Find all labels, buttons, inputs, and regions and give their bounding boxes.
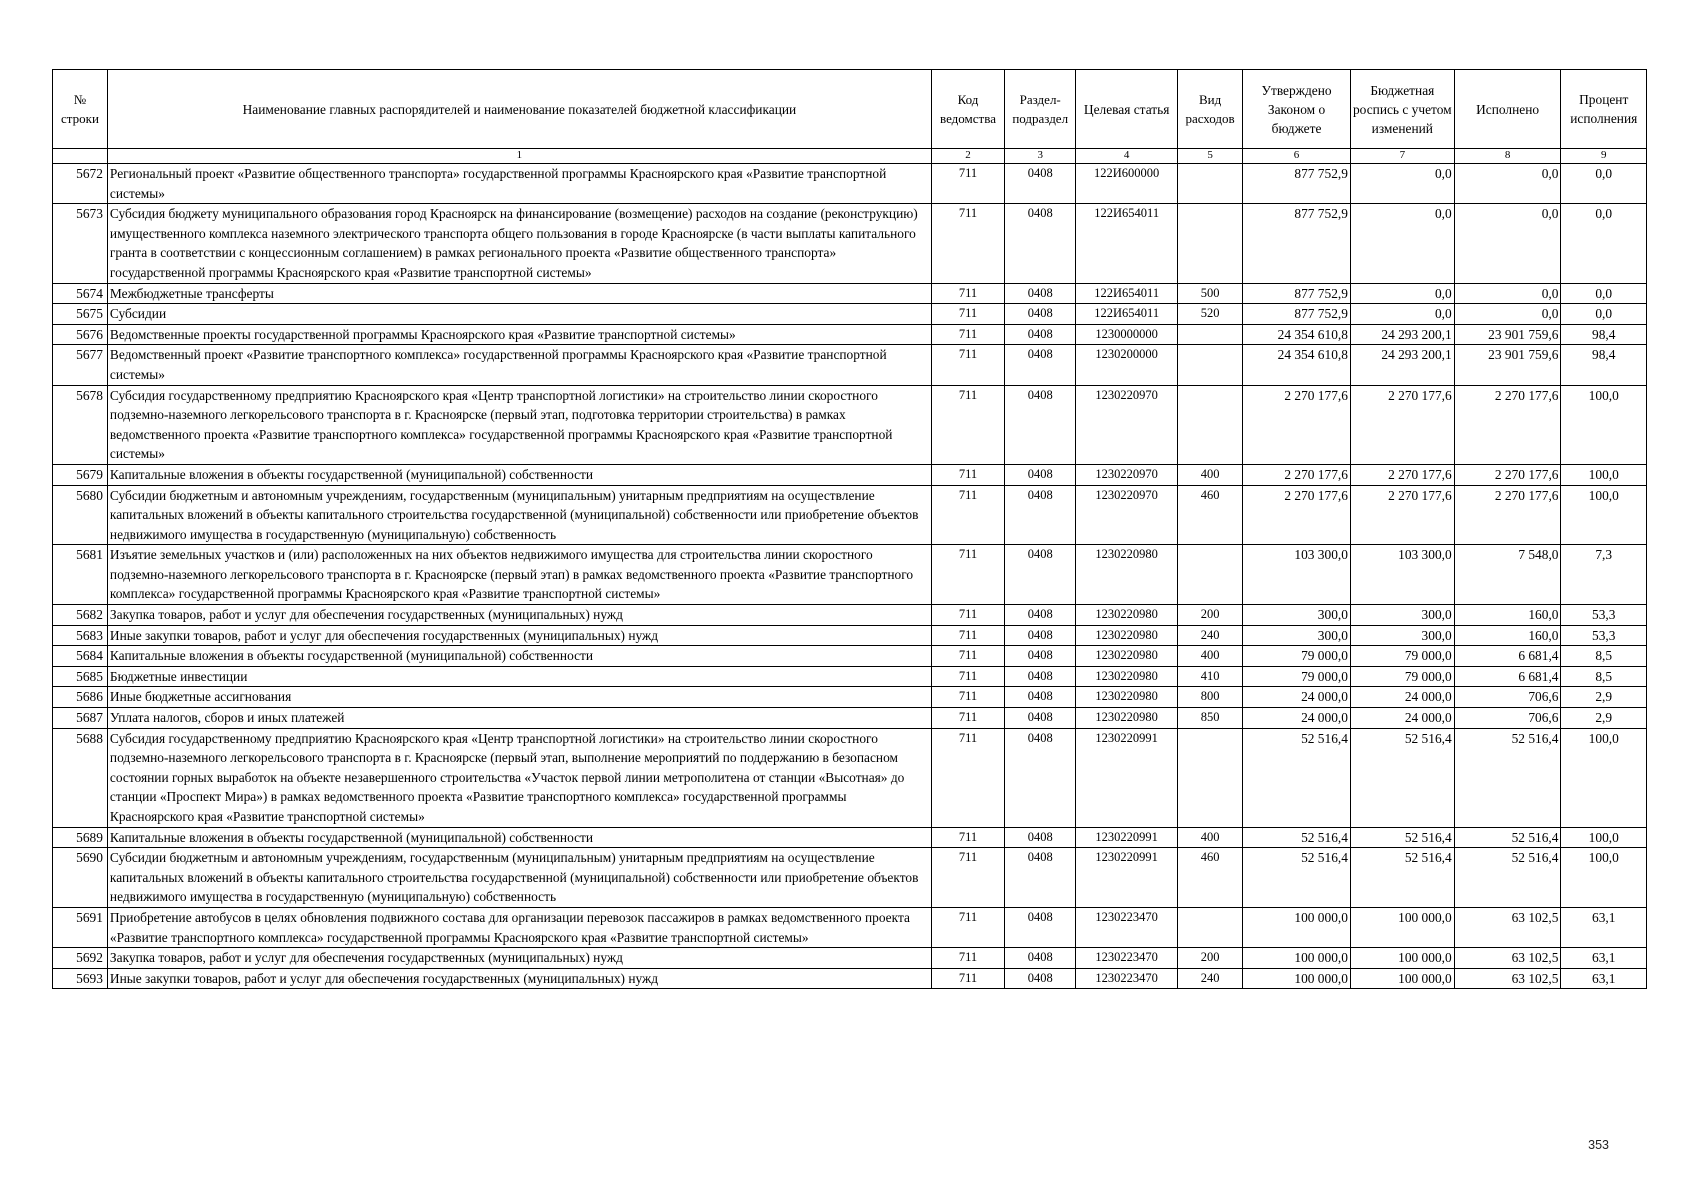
percent-cell: 100,0 — [1561, 848, 1647, 908]
schedule-amount-cell: 79 000,0 — [1350, 666, 1454, 687]
schedule-amount-cell: 52 516,4 — [1350, 848, 1454, 908]
expense-type-cell: 200 — [1178, 948, 1243, 969]
expense-type-cell: 500 — [1178, 283, 1243, 304]
expense-type-cell: 520 — [1178, 304, 1243, 325]
expense-type-cell — [1178, 204, 1243, 283]
row-name-cell: Субсидии бюджетным и автономным учреждениям, государственным (муниципальным) унитарным предприятиям на осуществление капитальных вложений в объекты капитального строительства государственной (муниципальной) собственности или приобретение объектов недвижимого имущества в государственную (муниципальную) собственность — [107, 485, 931, 545]
approved-amount-cell: 2 270 177,6 — [1243, 385, 1351, 464]
percent-cell: 0,0 — [1561, 204, 1647, 283]
table-row — [53, 625, 1647, 646]
expense-type-cell — [1178, 907, 1243, 947]
column-number-row — [53, 149, 1647, 164]
row-name-cell: Субсидия государственному предприятию Красноярского края «Центр транспортной логистики» на строительство линии скоростного подземно-наземного легкорельсового транспорта в г. Красноярске (первый этап, выполнение мероприятий по поддержанию в безопасном состоянии горных выработок на объекте незавершенного строительства «Участок первой линии метрополитена от станции «Высотная» до станции «Проспект Мира») в рамках ведомственного проекта «Развитие транспортного комплекса» государственной программы Красноярского края «Развитие транспортной системы» — [107, 728, 931, 827]
target-article-cell: 1230220980 — [1076, 687, 1178, 708]
budget-execution-table — [52, 69, 1647, 989]
row-name-cell: Межбюджетные трансферты — [107, 283, 931, 304]
target-article-cell: 1230220970 — [1076, 485, 1178, 545]
row-number-cell: 5691 — [53, 907, 108, 947]
row-number-cell: 5674 — [53, 283, 108, 304]
row-name-cell: Приобретение автобусов в целях обновления подвижного состава для организации перевозок пассажиров в рамках ведомственного проекта «Развитие транспортного комплекса» государственной программы Красноярского края «Развитие транспортной системы» — [107, 907, 931, 947]
row-number-cell: 5693 — [53, 968, 108, 989]
budget-report-page — [52, 69, 1647, 989]
percent-cell: 0,0 — [1561, 283, 1647, 304]
target-article-cell: 1230200000 — [1076, 345, 1178, 385]
percent-cell: 2,9 — [1561, 687, 1647, 708]
approved-amount-cell: 100 000,0 — [1243, 948, 1351, 969]
header-percent: Процент исполнения — [1561, 70, 1647, 149]
approved-amount-cell: 100 000,0 — [1243, 968, 1351, 989]
row-number-cell: 5688 — [53, 728, 108, 827]
executed-amount-cell: 52 516,4 — [1454, 848, 1561, 908]
table-row — [53, 464, 1647, 485]
row-name-cell: Иные бюджетные ассигнования — [107, 687, 931, 708]
target-article-cell: 122И600000 — [1076, 164, 1178, 204]
dept-code-cell: 711 — [931, 385, 1004, 464]
dept-code-cell: 711 — [931, 625, 1004, 646]
column-number: 2 — [931, 149, 1004, 164]
approved-amount-cell: 877 752,9 — [1243, 164, 1351, 204]
expense-type-cell: 240 — [1178, 625, 1243, 646]
executed-amount-cell: 63 102,5 — [1454, 907, 1561, 947]
schedule-amount-cell: 2 270 177,6 — [1350, 385, 1454, 464]
row-name-cell: Уплата налогов, сборов и иных платежей — [107, 708, 931, 729]
percent-cell: 100,0 — [1561, 485, 1647, 545]
target-article-cell: 1230223470 — [1076, 968, 1178, 989]
expense-type-cell: 850 — [1178, 708, 1243, 729]
executed-amount-cell: 7 548,0 — [1454, 545, 1561, 605]
expense-type-cell: 460 — [1178, 485, 1243, 545]
target-article-cell: 1230220980 — [1076, 646, 1178, 667]
percent-cell: 100,0 — [1561, 385, 1647, 464]
target-article-cell: 122И654011 — [1076, 304, 1178, 325]
dept-code-cell: 711 — [931, 948, 1004, 969]
row-number-cell: 5687 — [53, 708, 108, 729]
expense-type-cell — [1178, 164, 1243, 204]
approved-amount-cell: 103 300,0 — [1243, 545, 1351, 605]
schedule-amount-cell: 24 000,0 — [1350, 708, 1454, 729]
section-cell: 0408 — [1005, 464, 1076, 485]
target-article-cell: 122И654011 — [1076, 204, 1178, 283]
approved-amount-cell: 24 354 610,8 — [1243, 345, 1351, 385]
section-cell: 0408 — [1005, 324, 1076, 345]
schedule-amount-cell: 300,0 — [1350, 625, 1454, 646]
schedule-amount-cell: 52 516,4 — [1350, 827, 1454, 848]
dept-code-cell: 711 — [931, 545, 1004, 605]
row-number-cell: 5679 — [53, 464, 108, 485]
section-cell: 0408 — [1005, 345, 1076, 385]
dept-code-cell: 711 — [931, 485, 1004, 545]
column-number-1 — [53, 149, 108, 164]
column-number: 1 — [107, 149, 931, 164]
executed-amount-cell: 0,0 — [1454, 283, 1561, 304]
target-article-cell: 1230223470 — [1076, 948, 1178, 969]
schedule-amount-cell: 24 000,0 — [1350, 687, 1454, 708]
percent-cell: 63,1 — [1561, 907, 1647, 947]
executed-amount-cell: 52 516,4 — [1454, 827, 1561, 848]
schedule-amount-cell: 100 000,0 — [1350, 948, 1454, 969]
target-article-cell: 1230220991 — [1076, 848, 1178, 908]
column-number: 4 — [1076, 149, 1178, 164]
dept-code-cell: 711 — [931, 827, 1004, 848]
dept-code-cell: 711 — [931, 464, 1004, 485]
approved-amount-cell: 79 000,0 — [1243, 666, 1351, 687]
section-cell: 0408 — [1005, 907, 1076, 947]
row-name-cell: Иные закупки товаров, работ и услуг для обеспечения государственных (муниципальных) нужд — [107, 968, 931, 989]
section-cell: 0408 — [1005, 827, 1076, 848]
target-article-cell: 1230220980 — [1076, 625, 1178, 646]
schedule-amount-cell: 300,0 — [1350, 605, 1454, 626]
percent-cell: 7,3 — [1561, 545, 1647, 605]
percent-cell: 0,0 — [1561, 164, 1647, 204]
row-name-cell: Изъятие земельных участков и (или) расположенных на них объектов недвижимого имущества для строительства линии скоростного подземно-наземного легкорельсового транспорта в г. Красноярске (первый этап) в рамках ведомственного проекта «Развитие транспортного комплекса» государственной программы Красноярского края «Развитие транспортной системы» — [107, 545, 931, 605]
row-number-cell: 5684 — [53, 646, 108, 667]
table-row — [53, 545, 1647, 605]
table-row — [53, 848, 1647, 908]
row-number-cell: 5692 — [53, 948, 108, 969]
approved-amount-cell: 24 000,0 — [1243, 708, 1351, 729]
section-cell: 0408 — [1005, 485, 1076, 545]
approved-amount-cell: 79 000,0 — [1243, 646, 1351, 667]
expense-type-cell — [1178, 545, 1243, 605]
header-section: Раздел-подраздел — [1005, 70, 1076, 149]
column-number: 7 — [1350, 149, 1454, 164]
schedule-amount-cell: 2 270 177,6 — [1350, 464, 1454, 485]
column-number: 5 — [1178, 149, 1243, 164]
expense-type-cell — [1178, 345, 1243, 385]
section-cell: 0408 — [1005, 728, 1076, 827]
dept-code-cell: 711 — [931, 728, 1004, 827]
percent-cell: 98,4 — [1561, 324, 1647, 345]
approved-amount-cell: 2 270 177,6 — [1243, 485, 1351, 545]
approved-amount-cell: 24 000,0 — [1243, 687, 1351, 708]
dept-code-cell: 711 — [931, 283, 1004, 304]
dept-code-cell: 711 — [931, 345, 1004, 385]
percent-cell: 2,9 — [1561, 708, 1647, 729]
section-cell: 0408 — [1005, 848, 1076, 908]
approved-amount-cell: 100 000,0 — [1243, 907, 1351, 947]
row-number-cell: 5685 — [53, 666, 108, 687]
percent-cell: 100,0 — [1561, 827, 1647, 848]
approved-amount-cell: 52 516,4 — [1243, 848, 1351, 908]
percent-cell: 100,0 — [1561, 464, 1647, 485]
section-cell: 0408 — [1005, 646, 1076, 667]
target-article-cell: 1230220980 — [1076, 545, 1178, 605]
percent-cell: 53,3 — [1561, 625, 1647, 646]
dept-code-cell: 711 — [931, 304, 1004, 325]
executed-amount-cell: 63 102,5 — [1454, 968, 1561, 989]
approved-amount-cell: 877 752,9 — [1243, 304, 1351, 325]
executed-amount-cell: 2 270 177,6 — [1454, 464, 1561, 485]
section-cell: 0408 — [1005, 625, 1076, 646]
executed-amount-cell: 52 516,4 — [1454, 728, 1561, 827]
table-row — [53, 666, 1647, 687]
expense-type-cell: 800 — [1178, 687, 1243, 708]
percent-cell: 63,1 — [1561, 948, 1647, 969]
table-row — [53, 345, 1647, 385]
executed-amount-cell: 2 270 177,6 — [1454, 485, 1561, 545]
row-number-cell: 5681 — [53, 545, 108, 605]
table-row — [53, 485, 1647, 545]
table-row — [53, 728, 1647, 827]
dept-code-cell: 711 — [931, 164, 1004, 204]
approved-amount-cell: 877 752,9 — [1243, 204, 1351, 283]
expense-type-cell — [1178, 728, 1243, 827]
column-number: 9 — [1561, 149, 1647, 164]
expense-type-cell: 400 — [1178, 464, 1243, 485]
page-number: 353 — [1588, 1138, 1609, 1152]
section-cell: 0408 — [1005, 304, 1076, 325]
schedule-amount-cell: 52 516,4 — [1350, 728, 1454, 827]
schedule-amount-cell: 100 000,0 — [1350, 907, 1454, 947]
section-cell: 0408 — [1005, 666, 1076, 687]
row-number-cell: 5683 — [53, 625, 108, 646]
approved-amount-cell: 300,0 — [1243, 625, 1351, 646]
dept-code-cell: 711 — [931, 708, 1004, 729]
percent-cell: 53,3 — [1561, 605, 1647, 626]
row-number-cell: 5682 — [53, 605, 108, 626]
percent-cell: 8,5 — [1561, 646, 1647, 667]
target-article-cell: 1230223470 — [1076, 907, 1178, 947]
schedule-amount-cell: 2 270 177,6 — [1350, 485, 1454, 545]
row-number-cell: 5675 — [53, 304, 108, 325]
approved-amount-cell: 24 354 610,8 — [1243, 324, 1351, 345]
section-cell: 0408 — [1005, 204, 1076, 283]
dept-code-cell: 711 — [931, 687, 1004, 708]
schedule-amount-cell: 24 293 200,1 — [1350, 345, 1454, 385]
table-row — [53, 968, 1647, 989]
table-row — [53, 646, 1647, 667]
row-name-cell: Капитальные вложения в объекты государственной (муниципальной) собственности — [107, 464, 931, 485]
section-cell: 0408 — [1005, 605, 1076, 626]
row-number-cell: 5690 — [53, 848, 108, 908]
section-cell: 0408 — [1005, 283, 1076, 304]
column-number: 8 — [1454, 149, 1561, 164]
schedule-amount-cell: 79 000,0 — [1350, 646, 1454, 667]
row-number-cell: 5673 — [53, 204, 108, 283]
section-cell: 0408 — [1005, 948, 1076, 969]
table-row — [53, 708, 1647, 729]
expense-type-cell — [1178, 324, 1243, 345]
executed-amount-cell: 706,6 — [1454, 708, 1561, 729]
executed-amount-cell: 23 901 759,6 — [1454, 345, 1561, 385]
schedule-amount-cell: 100 000,0 — [1350, 968, 1454, 989]
target-article-cell: 1230220970 — [1076, 385, 1178, 464]
executed-amount-cell: 2 270 177,6 — [1454, 385, 1561, 464]
table-row — [53, 164, 1647, 204]
section-cell: 0408 — [1005, 708, 1076, 729]
dept-code-cell: 711 — [931, 666, 1004, 687]
row-name-cell: Капитальные вложения в объекты государственной (муниципальной) собственности — [107, 646, 931, 667]
percent-cell: 0,0 — [1561, 304, 1647, 325]
target-article-cell: 1230220970 — [1076, 464, 1178, 485]
row-number-cell: 5676 — [53, 324, 108, 345]
schedule-amount-cell: 0,0 — [1350, 164, 1454, 204]
expense-type-cell: 400 — [1178, 827, 1243, 848]
table-row — [53, 283, 1647, 304]
approved-amount-cell: 2 270 177,6 — [1243, 464, 1351, 485]
table-row — [53, 385, 1647, 464]
dept-code-cell: 711 — [931, 968, 1004, 989]
header-name: Наименование главных распорядителей и наименование показателей бюджетной классификации — [107, 70, 931, 149]
row-name-cell: Субсидия бюджету муниципального образования город Красноярск на финансирование (возмещение) расходов на создание (реконструкцию) имущественного комплекса наземного электрического транспорта общего пользования в городе Красноярске (в части выплаты капитального гранта в соответствии с концессионным соглашением) в рамках регионального проекта «Развитие общественного транспорта» государственной программы Красноярского края «Развитие транспортной системы» — [107, 204, 931, 283]
executed-amount-cell: 6 681,4 — [1454, 666, 1561, 687]
percent-cell: 8,5 — [1561, 666, 1647, 687]
dept-code-cell: 711 — [931, 324, 1004, 345]
row-name-cell: Закупка товаров, работ и услуг для обеспечения государственных (муниципальных) нужд — [107, 605, 931, 626]
header-approved: Утверждено Законом о бюджете — [1243, 70, 1351, 149]
dept-code-cell: 711 — [931, 848, 1004, 908]
row-name-cell: Ведомственный проект «Развитие транспортного комплекса» государственной программы Красноярского края «Развитие транспортной системы» — [107, 345, 931, 385]
row-name-cell: Закупка товаров, работ и услуг для обеспечения государственных (муниципальных) нужд — [107, 948, 931, 969]
executed-amount-cell: 160,0 — [1454, 625, 1561, 646]
dept-code-cell: 711 — [931, 204, 1004, 283]
table-header-row — [53, 70, 1647, 149]
row-name-cell: Субсидии бюджетным и автономным учреждениям, государственным (муниципальным) унитарным предприятиям на осуществление капитальных вложений в объекты капитального строительства государственной (муниципальной) собственности или приобретение объектов недвижимого имущества в государственную (муниципальную) собственность — [107, 848, 931, 908]
header-row-number: № строки — [53, 70, 108, 149]
section-cell: 0408 — [1005, 385, 1076, 464]
header-expense-type: Вид расходов — [1178, 70, 1243, 149]
header-executed: Исполнено — [1454, 70, 1561, 149]
row-number-cell: 5678 — [53, 385, 108, 464]
approved-amount-cell: 300,0 — [1243, 605, 1351, 626]
schedule-amount-cell: 0,0 — [1350, 304, 1454, 325]
header-budget-schedule: Бюджетная роспись с учетом изменений — [1350, 70, 1454, 149]
row-number-cell: 5677 — [53, 345, 108, 385]
row-name-cell: Иные закупки товаров, работ и услуг для обеспечения государственных (муниципальных) нужд — [107, 625, 931, 646]
dept-code-cell: 711 — [931, 907, 1004, 947]
expense-type-cell: 460 — [1178, 848, 1243, 908]
target-article-cell: 1230220980 — [1076, 605, 1178, 626]
header-target-article: Целевая статья — [1076, 70, 1178, 149]
approved-amount-cell: 52 516,4 — [1243, 827, 1351, 848]
row-number-cell: 5689 — [53, 827, 108, 848]
row-name-cell: Субсидии — [107, 304, 931, 325]
expense-type-cell — [1178, 385, 1243, 464]
column-number: 3 — [1005, 149, 1076, 164]
expense-type-cell: 410 — [1178, 666, 1243, 687]
schedule-amount-cell: 24 293 200,1 — [1350, 324, 1454, 345]
target-article-cell: 122И654011 — [1076, 283, 1178, 304]
percent-cell: 100,0 — [1561, 728, 1647, 827]
target-article-cell: 1230000000 — [1076, 324, 1178, 345]
executed-amount-cell: 6 681,4 — [1454, 646, 1561, 667]
section-cell: 0408 — [1005, 164, 1076, 204]
percent-cell: 63,1 — [1561, 968, 1647, 989]
table-row — [53, 948, 1647, 969]
table-row — [53, 304, 1647, 325]
target-article-cell: 1230220980 — [1076, 708, 1178, 729]
row-name-cell: Бюджетные инвестиции — [107, 666, 931, 687]
table-row — [53, 324, 1647, 345]
executed-amount-cell: 706,6 — [1454, 687, 1561, 708]
schedule-amount-cell: 0,0 — [1350, 283, 1454, 304]
dept-code-cell: 711 — [931, 646, 1004, 667]
dept-code-cell: 711 — [931, 605, 1004, 626]
header-dept-code: Код ведомства — [931, 70, 1004, 149]
target-article-cell: 1230220980 — [1076, 666, 1178, 687]
section-cell: 0408 — [1005, 968, 1076, 989]
target-article-cell: 1230220991 — [1076, 728, 1178, 827]
expense-type-cell: 240 — [1178, 968, 1243, 989]
row-number-cell: 5686 — [53, 687, 108, 708]
expense-type-cell: 200 — [1178, 605, 1243, 626]
row-number-cell: 5680 — [53, 485, 108, 545]
executed-amount-cell: 23 901 759,6 — [1454, 324, 1561, 345]
executed-amount-cell: 0,0 — [1454, 164, 1561, 204]
table-row — [53, 605, 1647, 626]
row-name-cell: Региональный проект «Развитие общественного транспорта» государственной программы Красноярского края «Развитие транспортной системы» — [107, 164, 931, 204]
percent-cell: 98,4 — [1561, 345, 1647, 385]
executed-amount-cell: 63 102,5 — [1454, 948, 1561, 969]
schedule-amount-cell: 0,0 — [1350, 204, 1454, 283]
expense-type-cell: 400 — [1178, 646, 1243, 667]
row-name-cell: Капитальные вложения в объекты государственной (муниципальной) собственности — [107, 827, 931, 848]
executed-amount-cell: 160,0 — [1454, 605, 1561, 626]
schedule-amount-cell: 103 300,0 — [1350, 545, 1454, 605]
column-number: 6 — [1243, 149, 1351, 164]
executed-amount-cell: 0,0 — [1454, 304, 1561, 325]
row-name-cell: Субсидия государственному предприятию Красноярского края «Центр транспортной логистики» на строительство линии скоростного подземно-наземного легкорельсового транспорта в г. Красноярске (первый этап, подготовка территории строительства) в рамках ведомственного проекта «Развитие транспортного комплекса» государственной программы Красноярского края «Развитие транспортной системы» — [107, 385, 931, 464]
section-cell: 0408 — [1005, 687, 1076, 708]
table-row — [53, 204, 1647, 283]
executed-amount-cell: 0,0 — [1454, 204, 1561, 283]
row-name-cell: Ведомственные проекты государственной программы Красноярского края «Развитие транспортной системы» — [107, 324, 931, 345]
table-body — [53, 164, 1647, 989]
table-row — [53, 827, 1647, 848]
approved-amount-cell: 877 752,9 — [1243, 283, 1351, 304]
target-article-cell: 1230220991 — [1076, 827, 1178, 848]
approved-amount-cell: 52 516,4 — [1243, 728, 1351, 827]
table-row — [53, 907, 1647, 947]
section-cell: 0408 — [1005, 545, 1076, 605]
table-row — [53, 687, 1647, 708]
row-number-cell: 5672 — [53, 164, 108, 204]
